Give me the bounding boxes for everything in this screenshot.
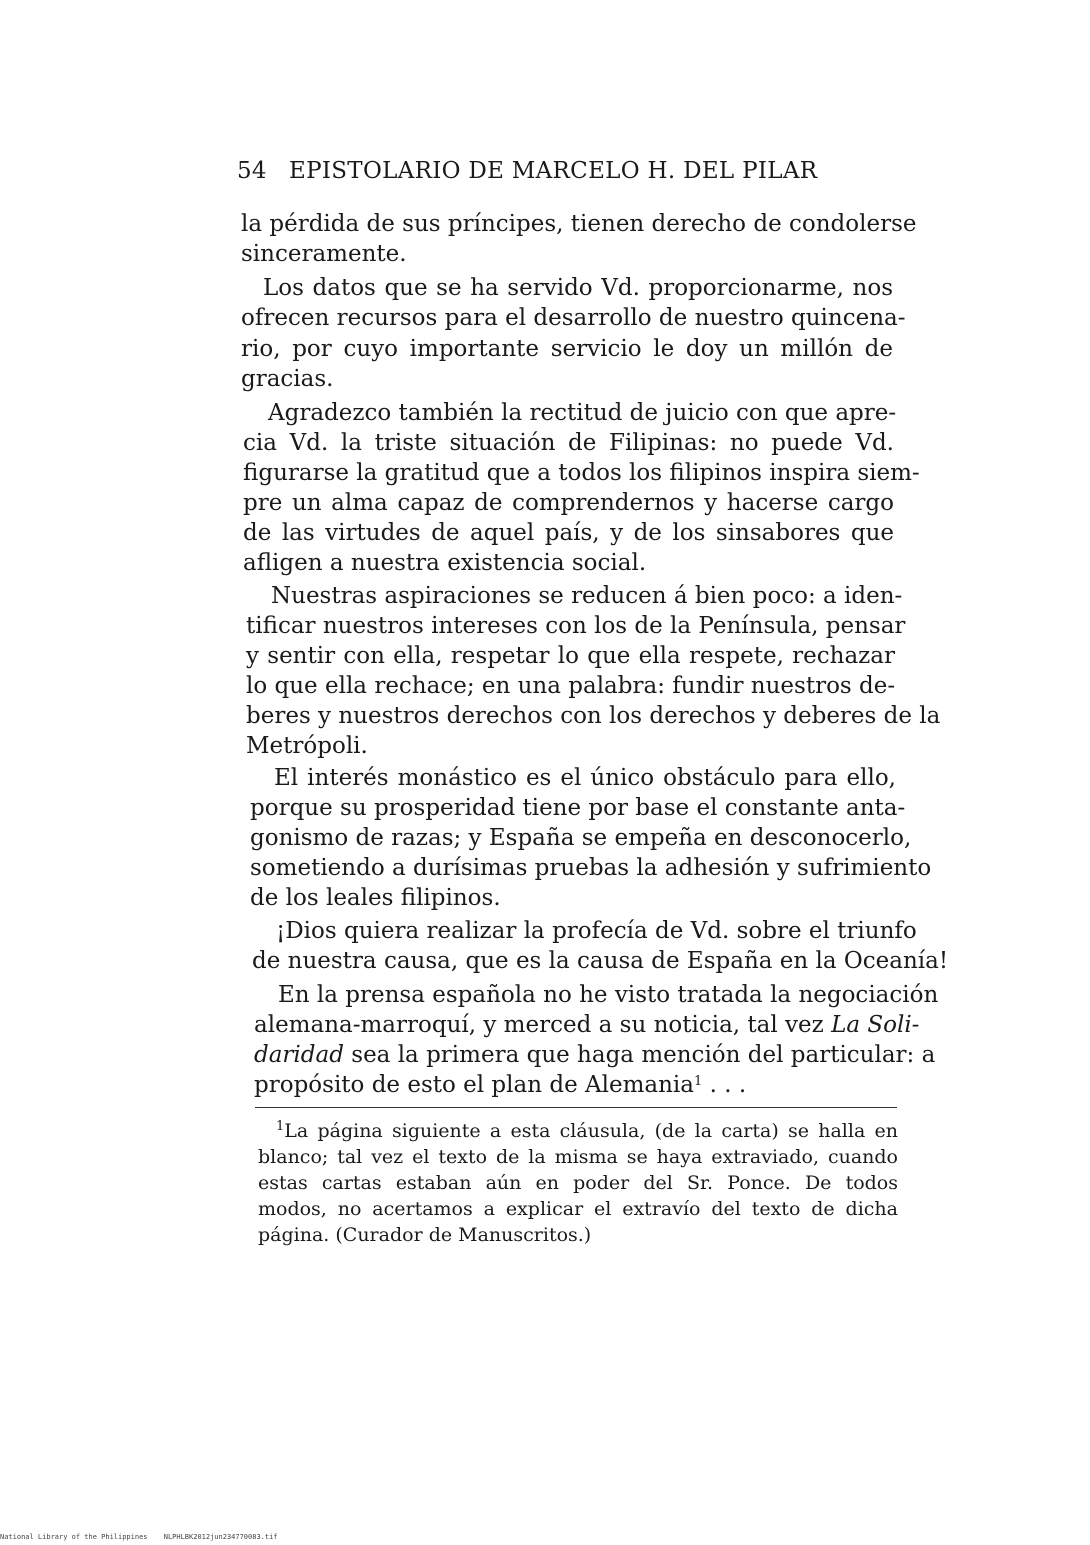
paragraph-5-line: de los leales filipinos. — [250, 885, 501, 911]
paragraph-3-line: figurarse la gratitud que a todos los filipinos inspira siem- — [243, 460, 920, 486]
paragraph-4-line: lo que ella rechace; en una palabra: fundir nuestros de- — [246, 673, 896, 699]
scan-footer — [0, 1533, 290, 1541]
paragraph-7-line: propósito de esto el plan de Alemania$^1$ . . . — [254, 1072, 747, 1098]
paragraph-2-line: Los datos que se ha servido Vd. proporcionarme, nos — [263, 275, 893, 301]
paragraph-7-line: alemana-marroquí, y merced a su noticia, tal vez La Soli- — [254, 1012, 920, 1038]
paragraph-6-line: de nuestra causa, que es la causa de España en la Oceanía! — [252, 948, 949, 974]
scan-library: National Library of the Philippines — [0, 1533, 148, 1541]
paragraph-2-line: gracias. — [241, 366, 334, 392]
paragraph-4-line: beres y nuestros derechos con los derechos y deberes de la — [246, 703, 941, 729]
running-header — [237, 158, 817, 184]
paragraph-7-line: daridad sea la primera que haga mención del particular: a — [254, 1042, 936, 1068]
page-number: 54 — [237, 158, 267, 184]
footnote-line: modos, no acertamos a explicar el extravío del texto de dicha — [258, 1198, 898, 1220]
paragraph-4-line: Nuestras aspiraciones se reducen á bien poco: a iden- — [271, 583, 903, 609]
scan-file-id: NLPHLBK2012jun234770083.tif — [163, 1533, 278, 1541]
paragraph-5-line: El interés monástico es el único obstáculo para ello, — [274, 765, 896, 791]
paragraph-3-line: de las virtudes de aquel país, y de los sinsabores que — [243, 520, 894, 546]
paragraph-2-line: ofrecen recursos para el desarrollo de nuestro quincena- — [241, 305, 906, 331]
paragraph-1-line: sinceramente. — [241, 241, 407, 267]
paragraph-5-line: porque su prosperidad tiene por base el constante anta- — [250, 795, 906, 821]
footnote-line: página. (Curador de Manuscritos.) — [258, 1224, 592, 1246]
paragraph-3-line: pre un alma capaz de comprendernos y hacerse cargo — [243, 490, 894, 516]
running-title: EPISTOLARIO DE MARCELO H. DEL PILAR — [289, 158, 818, 184]
paragraph-5-line: gonismo de razas; y España se empeña en desconocerlo, — [250, 825, 912, 851]
paragraph-3-line: afligen a nuestra existencia social. — [243, 550, 647, 576]
paragraph-4-line: Metrópoli. — [246, 733, 368, 759]
paragraph-1-line: la pérdida de sus príncipes, tienen derecho de condolerse — [241, 211, 917, 237]
paragraph-4-line: y sentir con ella, respetar lo que ella respete, rechazar — [246, 643, 895, 669]
footnote-reference: 1 — [693, 1074, 703, 1089]
footnote-line: blanco; tal vez el texto de la misma se haya extraviado, cuando — [258, 1146, 898, 1168]
footnote-line: $^1$La página siguiente a esta cláusula, (de la carta) se halla en — [276, 1119, 898, 1142]
paragraph-4-line: tificar nuestros intereses con los de la Península, pensar — [246, 613, 906, 639]
paragraph-2-line: rio, por cuyo importante servicio le doy un millón de — [241, 336, 893, 362]
footnote-line: estas cartas estaban aún en poder del Sr. Ponce. De todos — [258, 1172, 898, 1194]
paragraph-3-line: cia Vd. la triste situación de Filipinas: no puede Vd. — [243, 430, 894, 456]
footnote-divider — [255, 1107, 897, 1108]
newspaper-title: daridad — [254, 1042, 344, 1068]
newspaper-title: La Soli- — [831, 1012, 920, 1038]
paragraph-6-line: ¡Dios quiera realizar la profecía de Vd. sobre el triunfo — [276, 918, 917, 944]
paragraph-3-line: Agradezco también la rectitud de juicio con que apre- — [268, 400, 897, 426]
paragraph-7-line: En la prensa española no he visto tratada la negociación — [278, 982, 939, 1008]
footnote-mark: 1 — [276, 1119, 285, 1134]
paragraph-5-line: sometiendo a durísimas pruebas la adhesión y sufrimiento — [250, 855, 932, 881]
